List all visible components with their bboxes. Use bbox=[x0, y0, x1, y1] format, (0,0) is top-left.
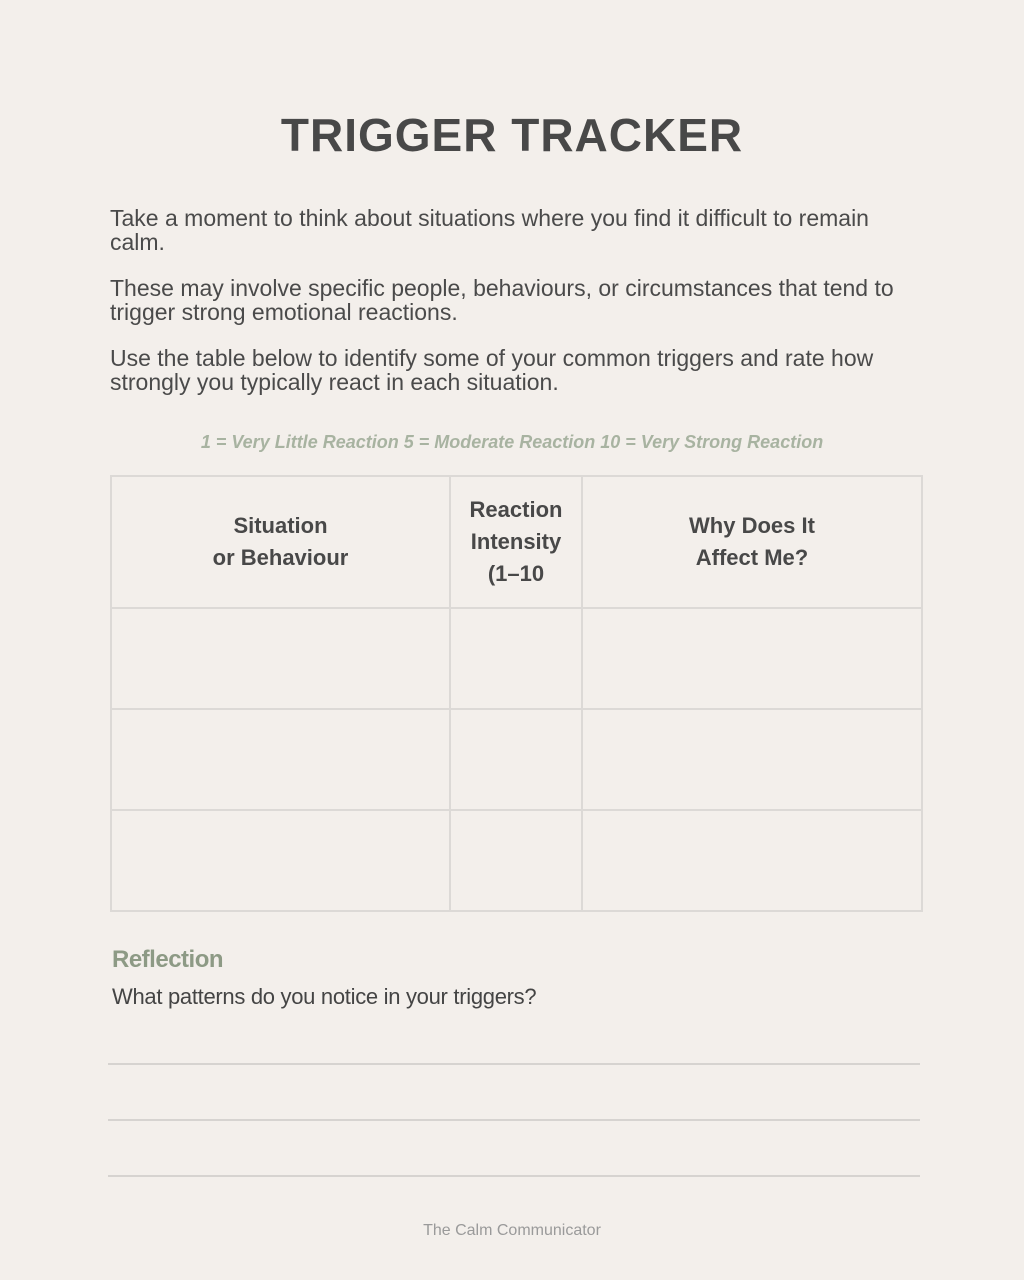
rating-scale-note: 1 = Very Little Reaction 5 = Moderate Reaction 10 = Very Strong Reaction bbox=[200, 432, 824, 452]
intro-paragraph-3: Use the table below to identify some of your common triggers and rate how strongly you typically react in each situation. bbox=[110, 345, 874, 395]
trigger-tracker-table bbox=[110, 475, 923, 912]
header-why-line-2: Affect Me? bbox=[695, 545, 809, 570]
header-situation-line-1: Situation bbox=[233, 513, 328, 538]
intensity-cell[interactable] bbox=[450, 608, 582, 709]
intensity-cell[interactable] bbox=[450, 709, 582, 810]
header-intensity-line-3: (1–10 bbox=[487, 561, 545, 586]
intro-text bbox=[110, 206, 930, 416]
writing-line[interactable] bbox=[108, 1063, 920, 1065]
intro-paragraph-2: These may involve specific people, behaviours, or circumstances that tend to trigger strong emotional reactions. bbox=[110, 275, 894, 325]
header-situation-line-2: or Behaviour bbox=[212, 545, 349, 570]
intro-paragraph-1: Take a moment to think about situations where you find it difficult to remain calm. bbox=[110, 205, 869, 255]
table-row bbox=[111, 810, 922, 911]
writing-line[interactable] bbox=[108, 1175, 920, 1177]
situation-cell[interactable] bbox=[111, 709, 450, 810]
situation-cell[interactable] bbox=[111, 608, 450, 709]
why-cell[interactable] bbox=[582, 608, 922, 709]
header-why bbox=[582, 476, 922, 608]
header-why-line-1: Why Does It bbox=[689, 513, 815, 538]
table-row bbox=[111, 709, 922, 810]
footer-brand: The Calm Communicator bbox=[423, 1222, 601, 1239]
table-row bbox=[111, 608, 922, 709]
table-header-row bbox=[111, 476, 922, 608]
header-intensity-line-1: Reaction bbox=[469, 497, 563, 522]
reflection-heading: Reflection bbox=[112, 946, 224, 973]
reflection-prompt: What patterns do you notice in your triggers? bbox=[112, 984, 537, 1009]
situation-cell[interactable] bbox=[111, 810, 450, 911]
writing-line[interactable] bbox=[108, 1119, 920, 1121]
header-intensity-line-2: Intensity bbox=[470, 529, 562, 554]
intensity-cell[interactable] bbox=[450, 810, 582, 911]
header-intensity bbox=[450, 476, 582, 608]
page-title: TRIGGER TRACKER bbox=[280, 109, 744, 161]
header-situation bbox=[111, 476, 450, 608]
why-cell[interactable] bbox=[582, 810, 922, 911]
why-cell[interactable] bbox=[582, 709, 922, 810]
